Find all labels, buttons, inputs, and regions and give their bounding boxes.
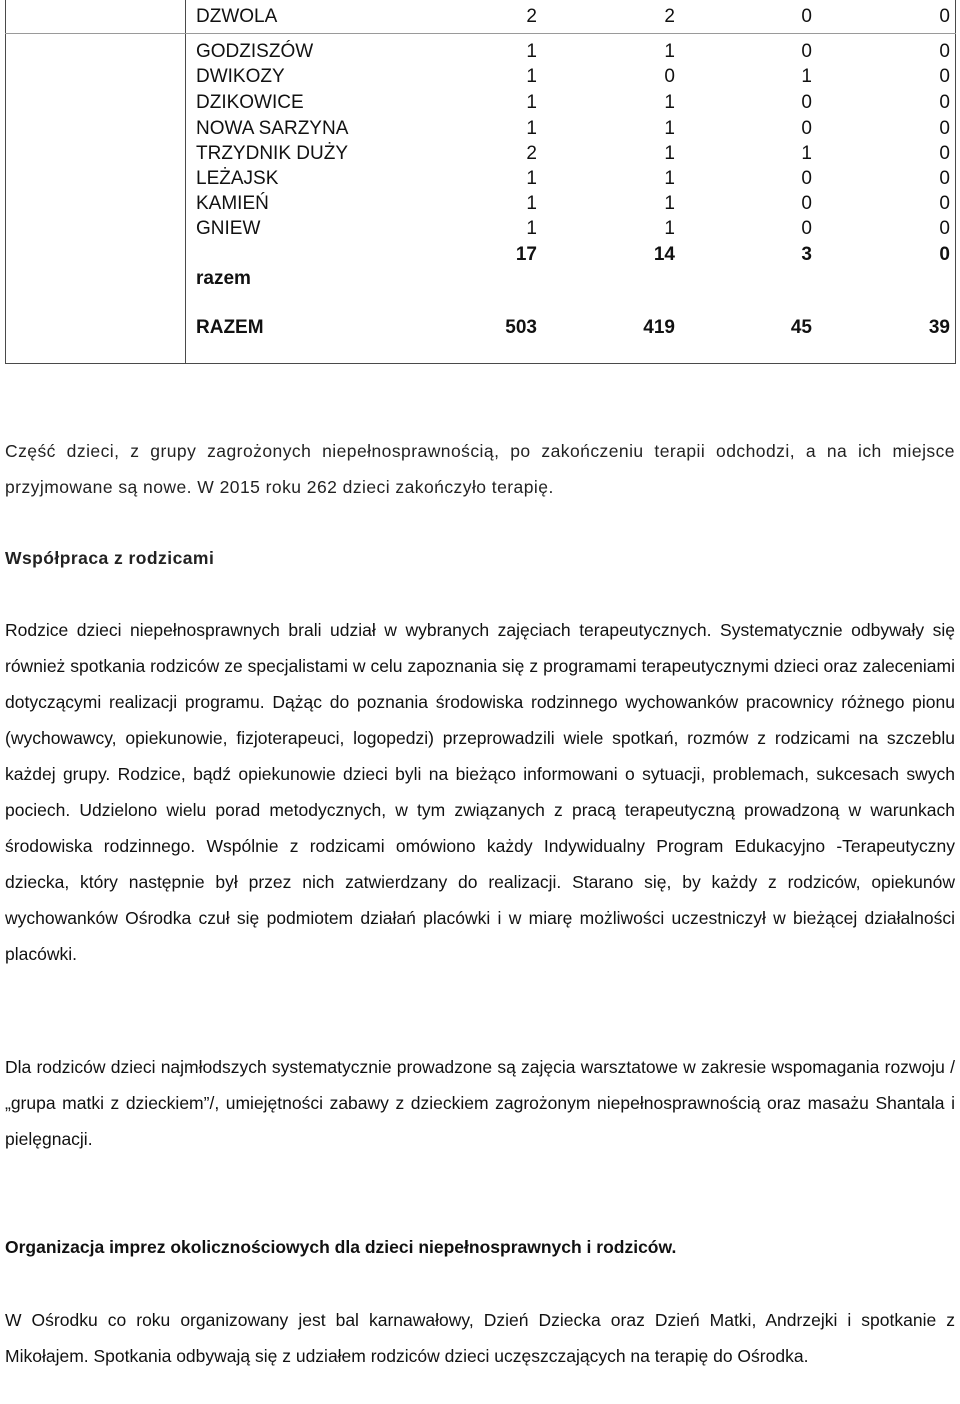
paragraph-workshops: Dla rodziców dzieci najmłodszych systematycznie prowadzone są zajęcia warsztatowe w zakresie wspomagania rozwoju / „grupa matki z dzieckiem”/, umiejętności zabawy z dzieckiem zagrożonym niepełnosprawnością oraz masażu Shantala i pielęgnacji. [5, 1057, 955, 1149]
cell: 1 [526, 218, 537, 239]
cell: 1 [526, 66, 537, 87]
heading-parents-cooperation: Współpraca z rodzicami [5, 548, 215, 568]
cell: 0 [664, 66, 675, 87]
cell: 2 [526, 6, 537, 27]
cell: 0 [939, 6, 950, 27]
subtotal-label: razem [196, 268, 251, 289]
cell: 0 [939, 244, 950, 265]
cell: 0 [801, 92, 812, 113]
cell: 17 [515, 244, 537, 265]
paragraph-events: W Ośrodku co roku organizowany jest bal karnawałowy, Dzień Dziecka oraz Dzień Matki, Andrzejki i spotkanie z Mikołajem. Spotkania odbywają się z udziałem rodziców dzieci uczęszczających na terapię do Ośrodka. [5, 1310, 955, 1366]
paragraph-therapy-end: Część dzieci, z grupy zagrożonych niepełnosprawnością, po zakończeniu terapii odchodzi, a na ich miejsce przyjmowane są nowe. W 2015 roku 262 dzieci zakończyło terapię. [5, 441, 955, 497]
paragraph-parents-cooperation: Rodzice dzieci niepełnosprawnych brali udział w wybranych zajęciach terapeutycznych. Systematycznie odbywały się również spotkania rodziców ze specjalistami w celu zapoznania się z programami terapeutycznymi dzieci oraz zaleceniami dotyczącymi realizacji programu. Dążąc do poznania środowiska rodzinnego wychowanków pracownicy różnego pionu (wychowawcy, opiekunowie, fizjoterapeuci, logopedzi) przeprowadzili wiele spotkań, rozmów z rodzicami na szczeblu każdej grupy. Rodzice, bądź opiekunowie dzieci byli na bieżąco informowani o sytuacji, problemach, sukcesach swych pociech. Udzielono wielu porad metodycznych, w tym związanych z pracą terapeutyczną prowadzoną w warunkach środowiska rodzinnego. Wspólnie z rodzicami omówiono każdy Indywidualny Program Edukacyjno -Terapeutyczny dziecka, który następnie był przez nich zatwierdzany do realizacji. Starano się, by każdy z rodziców, opiekunów wychowanków Ośrodka czuł się podmiotem działań placówki i w miarę możliwości uczestniczył w bieżącej działalności placówki. [5, 620, 955, 964]
cell: 1 [526, 193, 537, 214]
cell: 0 [939, 168, 950, 189]
cell: 2 [526, 143, 537, 164]
cell: 0 [939, 66, 950, 87]
table-row-divider [5, 33, 956, 34]
cell: 1 [526, 118, 537, 139]
cell: 1 [801, 66, 812, 87]
row-name: KAMIEŃ [196, 193, 269, 214]
cell: 1 [526, 168, 537, 189]
cell: 0 [939, 92, 950, 113]
row-name: GODZISZÓW [196, 41, 314, 62]
table-divider [185, 0, 186, 364]
total-label: RAZEM [196, 317, 264, 338]
data-table [5, 0, 956, 364]
cell: 0 [801, 193, 812, 214]
cell: 0 [801, 168, 812, 189]
cell: 1 [664, 92, 675, 113]
row-name: LEŻAJSK [196, 168, 279, 189]
table-border-right [955, 0, 956, 364]
cell: 503 [505, 317, 537, 338]
cell: 0 [801, 218, 812, 239]
cell: 39 [928, 317, 950, 338]
cell: 1 [664, 218, 675, 239]
row-name: DZWOLA [196, 6, 278, 27]
cell: 1 [664, 143, 675, 164]
cell: 0 [801, 41, 812, 62]
cell: 419 [643, 317, 675, 338]
cell: 1 [526, 41, 537, 62]
cell: 0 [939, 193, 950, 214]
cell: 1 [526, 92, 537, 113]
row-name: NOWA SARZYNA [196, 118, 349, 139]
cell: 0 [801, 118, 812, 139]
cell: 0 [939, 218, 950, 239]
cell: 1 [664, 193, 675, 214]
cell: 0 [939, 41, 950, 62]
cell: 1 [801, 143, 812, 164]
cell: 1 [664, 41, 675, 62]
cell: 1 [664, 168, 675, 189]
table-border-bottom [5, 363, 956, 364]
cell: 45 [790, 317, 812, 338]
table-border-left [5, 0, 6, 364]
cell: 3 [801, 244, 812, 265]
cell: 14 [653, 244, 675, 265]
row-name: GNIEW [196, 218, 261, 239]
cell: 1 [664, 118, 675, 139]
cell: 2 [664, 6, 675, 27]
heading-events: Organizacja imprez okolicznościowych dla dzieci niepełnosprawnych i rodziców. [5, 1237, 677, 1257]
cell: 0 [939, 118, 950, 139]
cell: 0 [939, 143, 950, 164]
row-name: DZIKOWICE [196, 92, 304, 113]
row-name: TRZYDNIK DUŻY [196, 143, 348, 164]
cell: 0 [801, 6, 812, 27]
row-name: DWIKOZY [196, 66, 285, 87]
